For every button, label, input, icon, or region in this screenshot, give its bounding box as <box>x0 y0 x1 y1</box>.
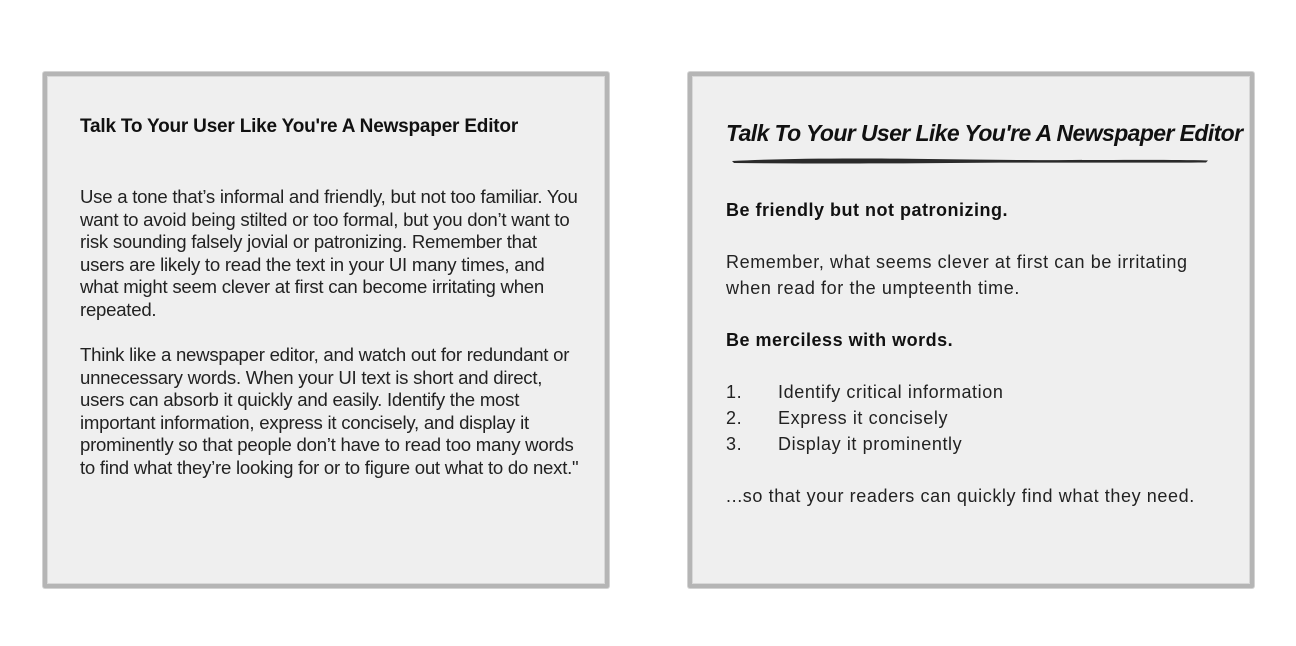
list-item <box>726 431 1003 457</box>
list-text: Express it concisely <box>778 408 949 428</box>
list-number: 2. <box>726 408 743 428</box>
list-text: Identify critical information <box>778 382 1004 402</box>
list-number: 3. <box>726 434 743 454</box>
list-item <box>726 379 1003 405</box>
edited-text-card <box>688 72 1254 588</box>
closing-text: ...so that your readers can quickly find what they need. <box>726 486 1195 506</box>
card-title: Talk To Your User Like You're A Newspaper Editor <box>726 120 1243 146</box>
list-text: Display it prominently <box>778 434 963 454</box>
section-heading: Be merciless with words. <box>726 330 954 350</box>
list-item <box>726 405 1003 431</box>
card-title: Talk To Your User Like You're A Newspaper Editor <box>80 116 519 137</box>
section-heading: Be friendly but not patronizing. <box>726 200 1008 220</box>
paragraph: Think like a newspaper editor, and watch out for redundant or unnecessary words. When your UI text is short and direct, users can absorb it quickly and easily. Identify the most important information, express it concisely, and display it prominently so that people don’t have to read too many words to find what they’re looking for or to figure out what to do next." <box>80 344 579 478</box>
paragraph: Remember, what seems clever at first can be irritating when read for the umpteenth time. <box>726 252 1188 298</box>
paragraph: Use a tone that’s informal and friendly, but not too familiar. You want to avoid being stilted or too formal, but you don’t want to risk sounding falsely jovial or patronizing. Remember that users are likely to read the text in your UI many times, and what might seem clever at first can become irritating when repeated. <box>80 186 578 320</box>
numbered-list <box>726 379 1003 457</box>
original-text-card <box>43 72 609 588</box>
list-number: 1. <box>726 382 743 402</box>
brush-underline <box>730 156 1210 165</box>
